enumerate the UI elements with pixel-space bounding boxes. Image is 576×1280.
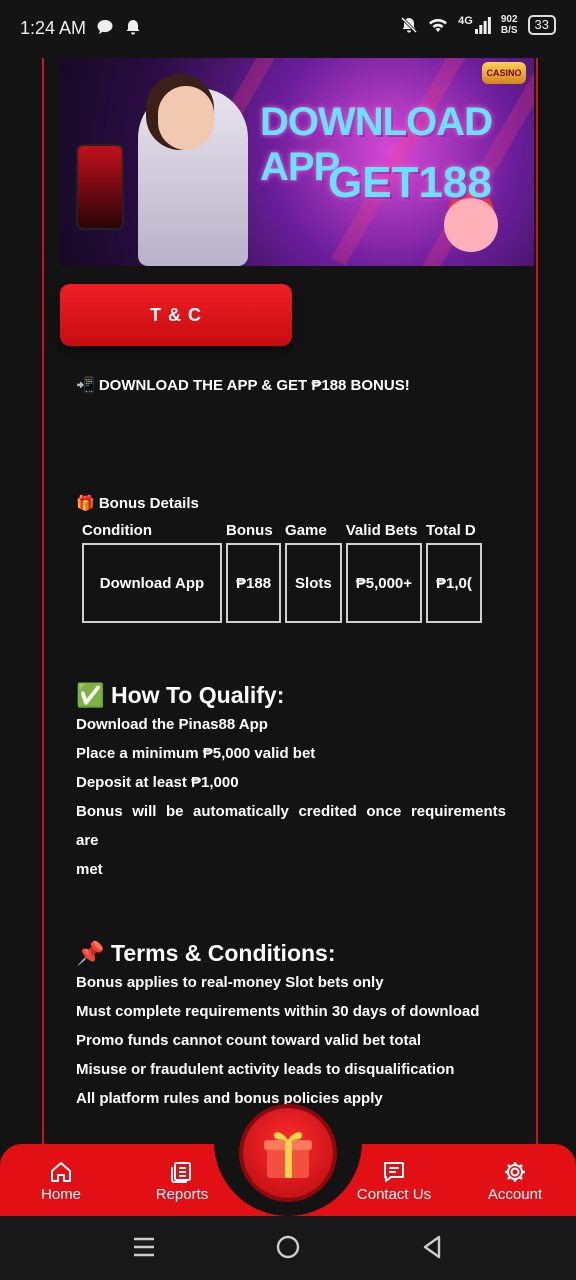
table-cell: ₱188 — [226, 543, 281, 623]
settings-icon — [503, 1160, 527, 1184]
terms-button[interactable]: T & C — [60, 284, 292, 346]
terms-list — [76, 968, 506, 1113]
list-item: Promo funds cannot count toward valid bet total — [76, 1032, 422, 1049]
nav-account[interactable] — [460, 1160, 570, 1203]
list-item: All platform rules and bonus policies apply — [76, 1090, 383, 1107]
reports-icon — [170, 1160, 194, 1184]
list-item: Download the Pinas88 App — [76, 716, 268, 733]
status-bar — [0, 0, 576, 58]
network-speed: 902 B/S — [500, 14, 518, 36]
recents-icon[interactable] — [132, 1234, 156, 1260]
content-frame — [42, 58, 538, 1158]
network-type: 4G — [458, 15, 473, 27]
table-header: Total D — [426, 522, 476, 539]
table-cell: Download App — [82, 543, 222, 623]
bonus-table[interactable] — [78, 520, 508, 630]
list-item: Deposit at least ₱1,000 — [76, 774, 239, 791]
table-cell: ₱5,000+ — [346, 543, 422, 623]
gift-button[interactable] — [243, 1108, 333, 1198]
nav-home-label: Home — [40, 1186, 81, 1203]
table-row — [82, 543, 482, 623]
phone-illustration — [76, 144, 124, 230]
nav-contact-label: Contact Us — [356, 1186, 432, 1203]
nav-reports-label: Reports — [155, 1186, 209, 1203]
terms-title: 📌 Terms & Conditions: — [76, 940, 336, 966]
back-icon[interactable] — [420, 1234, 444, 1260]
status-time: 1:24 AM — [20, 18, 87, 38]
bell-muted-icon — [400, 16, 418, 34]
list-item: are — [76, 832, 99, 849]
table-header: Bonus — [226, 522, 273, 539]
bell-icon — [124, 18, 142, 36]
table-cell: Slots — [285, 543, 342, 623]
table-header: Valid Bets — [345, 522, 418, 539]
list-item: Bonus applies to real-money Slot bets only — [76, 974, 384, 991]
chat-notification-icon — [96, 18, 114, 36]
qualify-title: ✅ How To Qualify: — [76, 682, 285, 708]
bonus-details-heading: 🎁 Bonus Details — [76, 495, 199, 512]
home-icon — [49, 1160, 73, 1184]
table-cell: ₱1,0( — [426, 543, 482, 623]
list-item: met — [76, 861, 103, 878]
signal-icon — [475, 16, 491, 34]
nav-account-label: Account — [487, 1186, 543, 1203]
banner-subtitle: GET188 — [328, 158, 492, 207]
nav-home[interactable] — [6, 1160, 116, 1203]
promo-banner[interactable] — [60, 58, 534, 266]
chat-icon — [382, 1160, 406, 1184]
wifi-icon — [428, 16, 448, 34]
banner-title: DOWNLOAD APP — [260, 100, 492, 189]
casino-logo: CASINO — [482, 62, 526, 84]
list-item: Must complete requirements within 30 days of download — [76, 1003, 480, 1020]
qualify-list — [76, 710, 506, 884]
table-header: Game — [285, 522, 327, 539]
gift-icon — [259, 1124, 317, 1182]
list-item: Misuse or fraudulent activity leads to disqualification — [76, 1061, 455, 1078]
promo-headline: 📲 DOWNLOAD THE APP & GET ₱188 BONUS! — [76, 377, 410, 394]
list-item: Place a minimum ₱5,000 valid bet — [76, 745, 316, 762]
home-circle-icon[interactable] — [276, 1234, 300, 1260]
battery-indicator: 33 — [528, 15, 556, 35]
table-header: Condition — [82, 522, 152, 539]
list-item: Bonus will be automatically credited once requirements — [76, 803, 506, 820]
system-nav-bar — [0, 1216, 576, 1280]
